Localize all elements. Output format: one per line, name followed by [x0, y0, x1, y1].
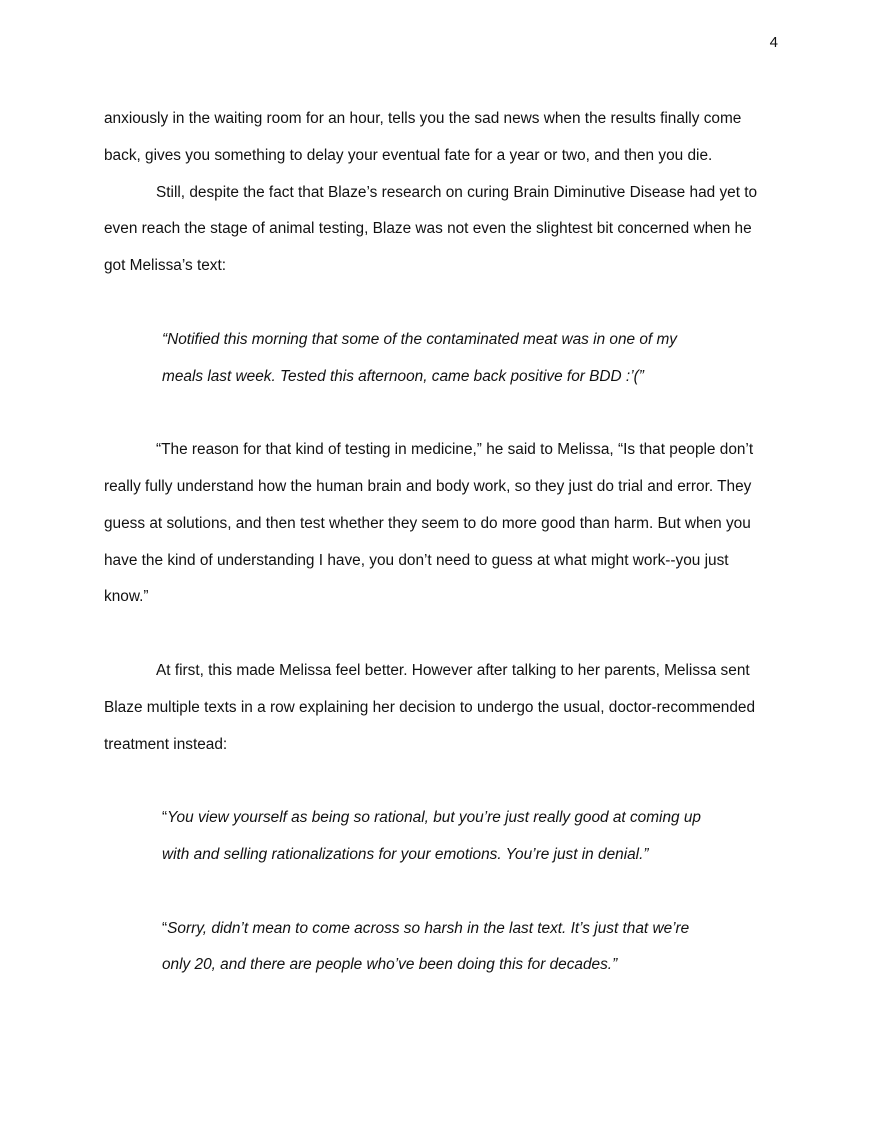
paragraph-4-line-3: treatment instead: [104, 735, 228, 753]
quote-3-line-1-text: Sorry, didn’t mean to come across so harsh in the last text. It’s just that we’re [167, 919, 690, 937]
paragraph-4-line-1: At first, this made Melissa feel better. However after talking to her parents, Melissa sent [156, 661, 750, 679]
blank-line [104, 763, 804, 800]
quote-3-line-1 [104, 911, 804, 948]
quote-3-line-2: only 20, and there are people who’ve been doing this for decades.” [162, 956, 618, 974]
blank-line [104, 285, 804, 322]
paragraph-3-line-2: really fully understand how the human brain and body work, so they just do trial and error. They [104, 477, 752, 495]
paragraph-2-line-3: got Melissa’s text: [104, 257, 227, 275]
page-number: 4 [769, 34, 778, 51]
paragraph-3-line-5: know.” [104, 588, 149, 606]
blank-line [104, 874, 804, 911]
paragraph-1-line-2: back, gives you something to delay your eventual fate for a year or two, and then you die. [104, 146, 713, 164]
quote-2-open-mark: “ [162, 809, 168, 827]
blank-line [104, 395, 804, 432]
quote-1-line-2: meals last week. Tested this afternoon, came back positive for BDD :’(” [162, 367, 644, 385]
blank-line [104, 616, 804, 653]
quote-1-line-1: “Notified this morning that some of the contaminated meat was in one of my [162, 330, 677, 348]
quote-2-line-1 [104, 800, 804, 837]
paragraph-3-line-4: have the kind of understanding I have, you don’t need to guess at what might work--you just [104, 551, 729, 569]
paragraph-3-line-3: guess at solutions, and then test whether they seem to do more good than harm. But when you [104, 514, 751, 532]
quote-2-line-2: with and selling rationalizations for your emotions. You’re just in denial.” [162, 845, 649, 863]
document-body [104, 101, 804, 984]
paragraph-2-line-2: even reach the stage of animal testing, Blaze was not even the slightest bit concerned when he [104, 220, 752, 238]
paragraph-4-line-2: Blaze multiple texts in a row explaining her decision to undergo the usual, doctor-recommended [104, 698, 756, 716]
paragraph-1-line-1: anxiously in the waiting room for an hour, tells you the sad news when the results finally come [104, 110, 742, 127]
paragraph-3-line-1: “The reason for that kind of testing in medicine,” he said to Melissa, “Is that people don’t [156, 441, 754, 459]
quote-3-open-mark: “ [162, 919, 168, 937]
paragraph-2-line-1: Still, despite the fact that Blaze’s research on curing Brain Diminutive Disease had yet to [156, 183, 758, 201]
quote-2-line-1-text: You view yourself as being so rational, but you’re just really good at coming up [167, 809, 701, 827]
